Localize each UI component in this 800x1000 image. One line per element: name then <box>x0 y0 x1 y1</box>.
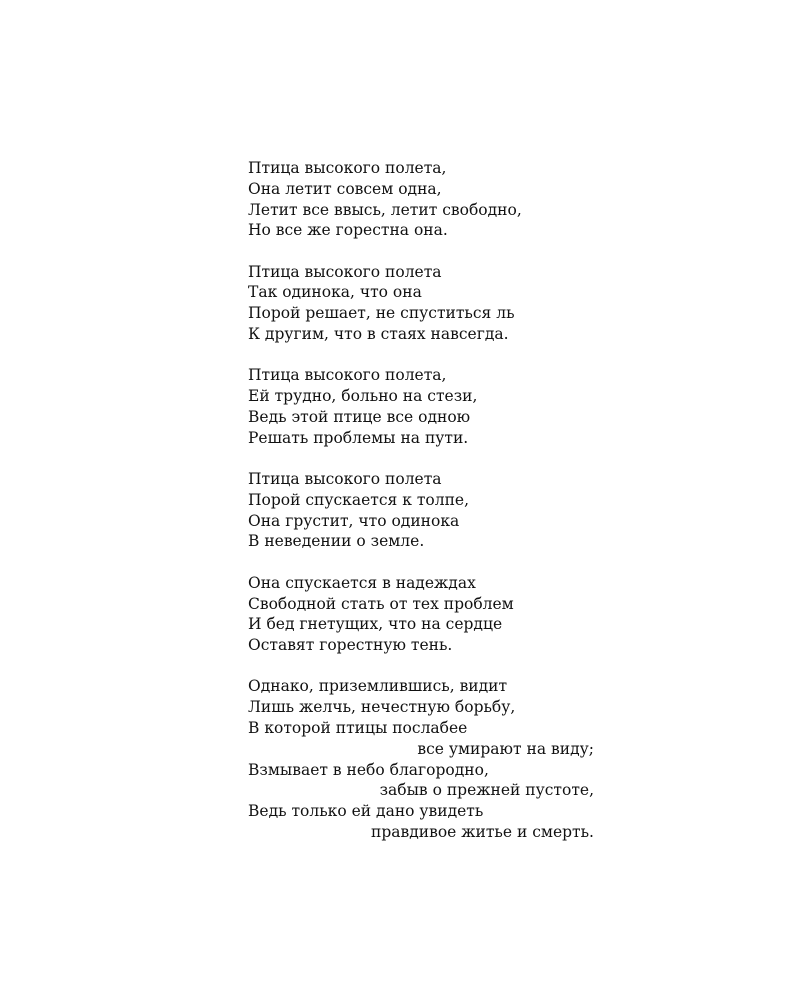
poem-line: В неведении о земле. <box>248 532 425 551</box>
poem-line: Порой спускается к толпе, <box>248 490 470 509</box>
poem-line: забыв о прежней пустоте, <box>379 781 594 800</box>
poem-line: Птица высокого полета <box>248 262 442 281</box>
poem-line: Она грустит, что одинока <box>248 511 460 530</box>
poem <box>248 158 608 863</box>
poem-line: Птица высокого полета, <box>248 159 447 177</box>
stanza <box>248 158 608 241</box>
poem-line: К другим, что в стаях навсегда. <box>248 325 509 344</box>
poem-line: Так одинока, что она <box>248 283 422 302</box>
poem-line: Свободной стать от тех проблем <box>248 594 514 613</box>
poem-line: Но все же горестна она. <box>248 221 448 240</box>
poem-line: Решать проблемы на пути. <box>248 428 469 447</box>
poem-line: Взмывает в небо благородно, <box>248 760 489 779</box>
stanza <box>248 365 608 448</box>
poem-line: В которой птицы послабее <box>248 719 468 738</box>
stanza <box>248 573 608 656</box>
poem-line: Однако, приземлившись, видит <box>248 677 508 696</box>
poem-line: правдивое житье и смерть. <box>371 823 594 842</box>
poem-line: Ведь только ей дано увидеть <box>248 802 484 821</box>
poem-line: Она спускается в надеждах <box>248 573 476 592</box>
poem-line: Лишь желчь, нечестную борьбу, <box>248 698 516 717</box>
poem-line: Птица высокого полета <box>248 470 442 489</box>
stanza <box>248 262 608 345</box>
stanza <box>248 676 608 842</box>
poem-line: Птица высокого полета, <box>248 366 447 385</box>
poem-line: Летит все ввысь, летит свободно, <box>248 200 522 219</box>
poem-line: Оставят горестную тень. <box>248 636 453 655</box>
poem-line: И бед гнетущих, что на сердце <box>248 615 503 634</box>
stanza <box>248 469 608 552</box>
poem-line: Она летит совсем одна, <box>248 179 442 198</box>
poem-line: Порой решает, не спуститься ль <box>248 304 515 323</box>
poem-line: Ей трудно, больно на стези, <box>248 387 478 406</box>
poem-line: все умирают на виду; <box>417 739 594 758</box>
poem-line: Ведь этой птице все одною <box>248 407 471 426</box>
